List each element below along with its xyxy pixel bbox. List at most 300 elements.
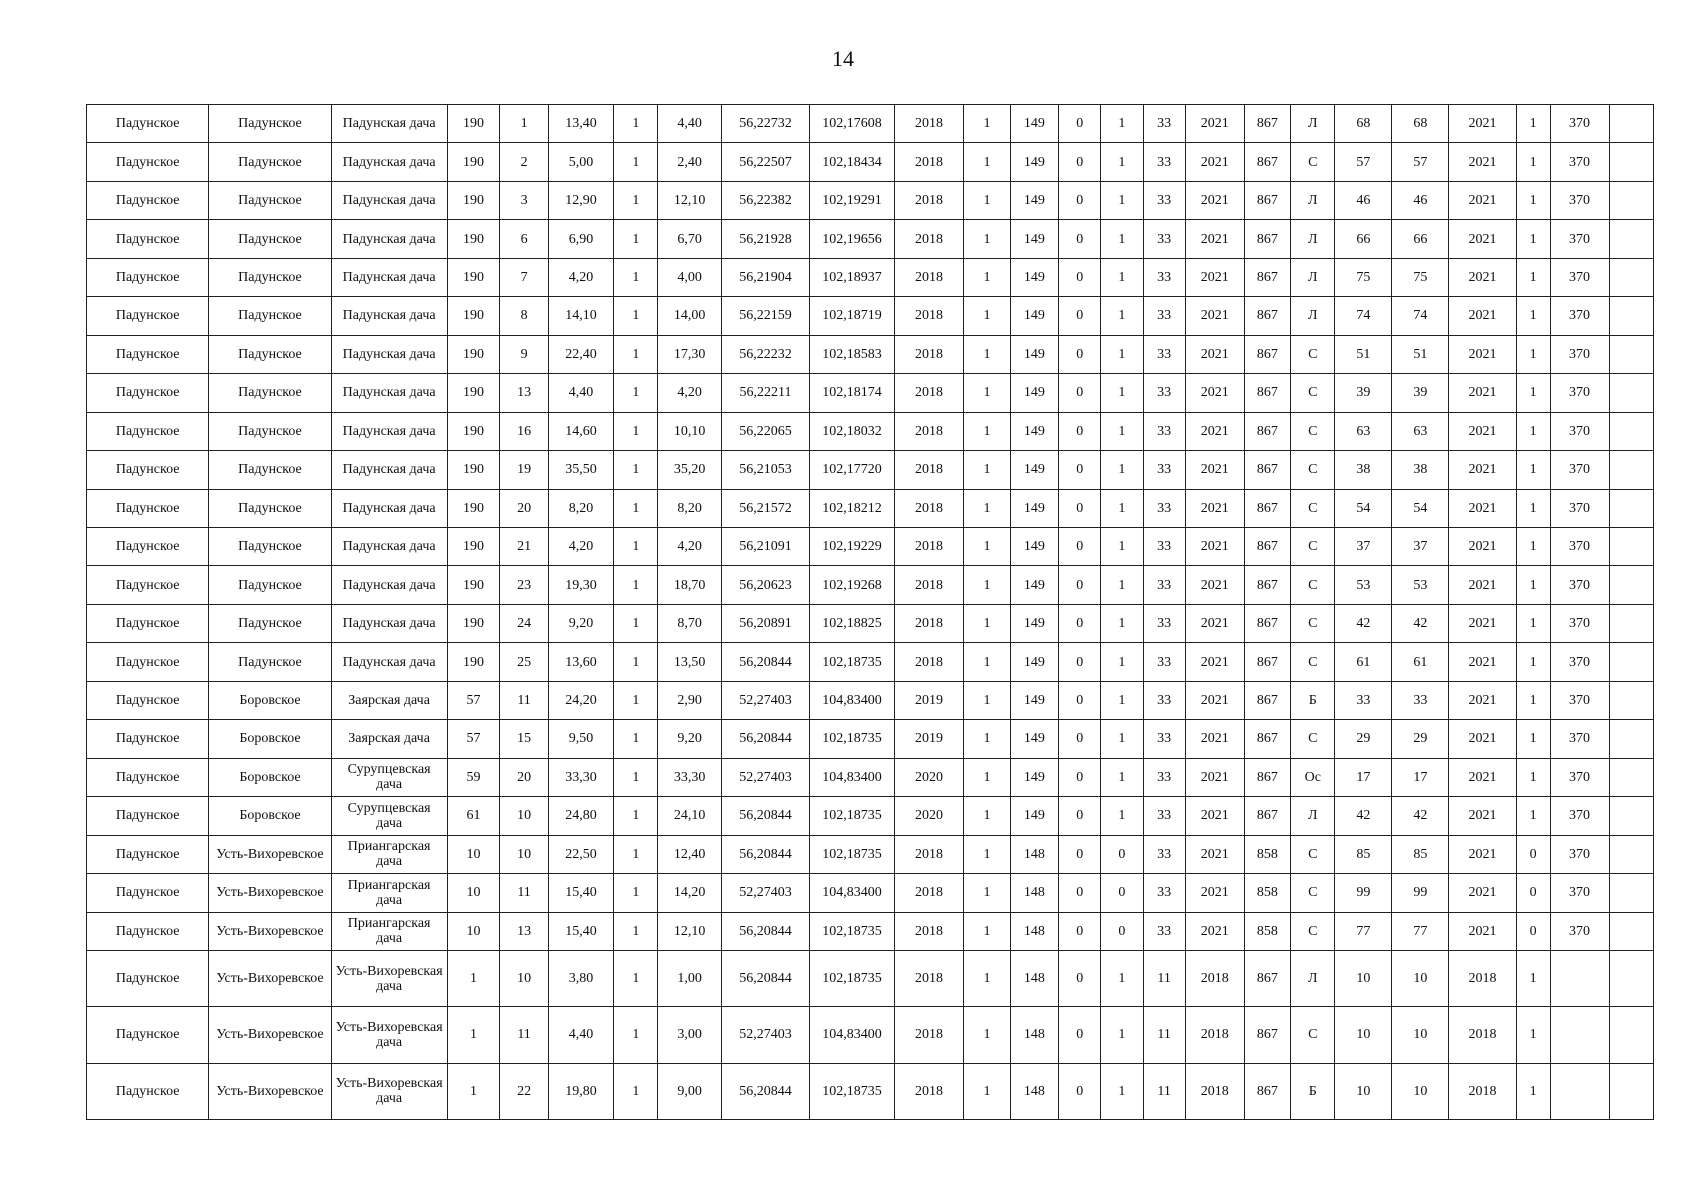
table-cell: 1	[614, 143, 658, 181]
table-cell: С	[1291, 1007, 1335, 1063]
table-cell: Усть-Вихоревская дача	[331, 1063, 447, 1119]
table-cell: 57	[447, 720, 500, 758]
table-cell: 2018	[894, 912, 964, 950]
table-cell: 56,22159	[721, 297, 810, 335]
table-cell: 8,20	[658, 489, 721, 527]
table-cell: Падунская дача	[331, 335, 447, 373]
table-cell: 14,20	[658, 874, 721, 912]
table-cell: Падунское	[87, 181, 209, 219]
table-cell: 1	[1101, 527, 1143, 565]
table-cell: 2021	[1185, 412, 1244, 450]
table-cell: 1	[1516, 643, 1550, 681]
table-cell: 102,18032	[810, 412, 894, 450]
table-cell: Л	[1291, 297, 1335, 335]
table-cell: 1	[964, 874, 1010, 912]
table-cell: 0	[1516, 874, 1550, 912]
table-cell: 3	[500, 181, 549, 219]
table-cell: 9,00	[658, 1063, 721, 1119]
table-cell: 56,20844	[721, 720, 810, 758]
table-cell: 57	[1335, 143, 1392, 181]
table-cell: 14,60	[548, 412, 613, 450]
table-cell	[1609, 643, 1653, 681]
table-cell: 2021	[1449, 912, 1516, 950]
table-cell: 29	[1392, 720, 1449, 758]
table-cell: 99	[1335, 874, 1392, 912]
table-cell: 2021	[1449, 105, 1516, 143]
table-cell: 56,22507	[721, 143, 810, 181]
table-cell: 370	[1550, 797, 1609, 835]
table-cell: 33	[1143, 527, 1185, 565]
table-cell: 1	[614, 874, 658, 912]
table-cell: 56,21904	[721, 258, 810, 296]
table-cell: 61	[1392, 643, 1449, 681]
table-cell: 10	[447, 835, 500, 873]
table-cell: 2021	[1449, 566, 1516, 604]
table-cell: 370	[1550, 566, 1609, 604]
table-cell: 63	[1392, 412, 1449, 450]
table-cell: 104,83400	[810, 681, 894, 719]
table-cell: 867	[1244, 181, 1290, 219]
table-cell: 0	[1059, 604, 1101, 642]
table-cell: 1	[614, 835, 658, 873]
table-cell: 24,10	[658, 797, 721, 835]
table-cell: Падунская дача	[331, 527, 447, 565]
table-cell: Л	[1291, 797, 1335, 835]
table-cell: 2018	[1185, 1007, 1244, 1063]
table-cell: 2021	[1449, 643, 1516, 681]
table-cell: Усть-Вихоревское	[209, 874, 331, 912]
table-cell: 2018	[1185, 950, 1244, 1006]
table-cell: 10	[1335, 1007, 1392, 1063]
table-cell: 10	[500, 950, 549, 1006]
table-cell: 4,40	[548, 1007, 613, 1063]
table-cell: 56,20844	[721, 835, 810, 873]
table-cell: 1	[964, 1007, 1010, 1063]
table-cell: 1	[1101, 758, 1143, 796]
table-cell: 190	[447, 489, 500, 527]
table-cell: Л	[1291, 258, 1335, 296]
table-cell: 53	[1335, 566, 1392, 604]
table-cell: Падунское	[209, 374, 331, 412]
table-cell: 0	[1059, 758, 1101, 796]
table-cell: Усть-Вихоревское	[209, 835, 331, 873]
table-cell: 8	[500, 297, 549, 335]
table-row	[87, 643, 1654, 681]
table-cell: 2021	[1185, 643, 1244, 681]
table-cell: 1	[1101, 258, 1143, 296]
table-cell: 0	[1059, 374, 1101, 412]
table-cell: 11	[500, 681, 549, 719]
table-row	[87, 527, 1654, 565]
table-cell: 1	[1101, 1063, 1143, 1119]
table-cell: 75	[1392, 258, 1449, 296]
table-cell: 1	[614, 335, 658, 373]
table-cell: 38	[1392, 451, 1449, 489]
table-cell: 149	[1010, 604, 1059, 642]
table-cell: 33,30	[548, 758, 613, 796]
table-cell: 10	[1392, 1007, 1449, 1063]
table-cell: 190	[447, 258, 500, 296]
table-cell	[1550, 1007, 1609, 1063]
table-cell: 370	[1550, 143, 1609, 181]
table-cell: 0	[1101, 874, 1143, 912]
table-cell: Падунское	[87, 1063, 209, 1119]
table-cell: 149	[1010, 335, 1059, 373]
table-cell: 102,18434	[810, 143, 894, 181]
table-cell: 1	[964, 1063, 1010, 1119]
table-cell: 2018	[894, 335, 964, 373]
table-cell: 370	[1550, 451, 1609, 489]
table-cell: Падунское	[87, 297, 209, 335]
table-cell: 149	[1010, 220, 1059, 258]
table-cell: 102,18735	[810, 912, 894, 950]
table-cell: 2021	[1449, 874, 1516, 912]
table-cell: 0	[1059, 643, 1101, 681]
table-cell: 1	[614, 181, 658, 219]
table-cell: 370	[1550, 220, 1609, 258]
table-cell: 33	[1143, 297, 1185, 335]
table-cell: 2021	[1449, 797, 1516, 835]
table-cell: 2021	[1185, 604, 1244, 642]
table-cell: 11	[1143, 1007, 1185, 1063]
table-cell: 8,70	[658, 604, 721, 642]
table-cell: 9,20	[658, 720, 721, 758]
table-cell: 56,21053	[721, 451, 810, 489]
table-cell: 68	[1392, 105, 1449, 143]
table-cell: 17	[1392, 758, 1449, 796]
table-cell: 0	[1059, 1007, 1101, 1063]
table-cell: Л	[1291, 220, 1335, 258]
table-cell: 2018	[894, 105, 964, 143]
table-cell: 33	[1143, 720, 1185, 758]
table-cell: Заярская дача	[331, 681, 447, 719]
table-cell: 148	[1010, 1063, 1059, 1119]
table-cell: 12,10	[658, 912, 721, 950]
table-cell: 56,21572	[721, 489, 810, 527]
table-cell: 104,83400	[810, 1007, 894, 1063]
table-cell: 9	[500, 335, 549, 373]
table-cell: 102,18735	[810, 720, 894, 758]
table-cell: Приангарская дача	[331, 874, 447, 912]
table-cell: Падунское	[87, 912, 209, 950]
table-cell	[1609, 451, 1653, 489]
table-cell: 10,10	[658, 412, 721, 450]
table-cell: Падунское	[209, 220, 331, 258]
table-cell: 20	[500, 489, 549, 527]
table-cell: 19	[500, 451, 549, 489]
table-cell: 190	[447, 374, 500, 412]
table-cell: 15,40	[548, 912, 613, 950]
table-cell: Падунское	[87, 527, 209, 565]
table-cell: 0	[1059, 874, 1101, 912]
table-cell: 16	[500, 412, 549, 450]
table-cell: 2,40	[658, 143, 721, 181]
table-cell: 2018	[894, 835, 964, 873]
table-cell: 33	[1143, 374, 1185, 412]
table-cell: 867	[1244, 643, 1290, 681]
table-cell	[1609, 143, 1653, 181]
table-cell: Падунское	[87, 720, 209, 758]
table-cell: 56,20844	[721, 797, 810, 835]
table-cell	[1609, 758, 1653, 796]
table-cell: 29	[1335, 720, 1392, 758]
table-cell: 867	[1244, 143, 1290, 181]
table-cell: Падунское	[87, 335, 209, 373]
table-cell: 33	[1143, 797, 1185, 835]
table-cell: 1	[964, 181, 1010, 219]
table-cell: 867	[1244, 258, 1290, 296]
table-cell: 1	[614, 720, 658, 758]
table-cell: 2018	[894, 374, 964, 412]
table-cell: 56,21091	[721, 527, 810, 565]
table-cell: 370	[1550, 489, 1609, 527]
table-cell: Сурупцевская дача	[331, 797, 447, 835]
table-cell: 2018	[1449, 1063, 1516, 1119]
table-cell	[1609, 181, 1653, 219]
table-row	[87, 143, 1654, 181]
table-cell: 0	[1059, 797, 1101, 835]
table-cell: Падунское	[87, 643, 209, 681]
table-cell: 2019	[894, 681, 964, 719]
table-cell: 858	[1244, 874, 1290, 912]
table-cell: 2021	[1185, 489, 1244, 527]
table-cell: 1	[614, 451, 658, 489]
table-cell: Падунское	[209, 527, 331, 565]
table-cell: 2021	[1449, 181, 1516, 219]
table-cell: 6,70	[658, 220, 721, 258]
table-cell: 2018	[894, 489, 964, 527]
table-cell: 102,18174	[810, 374, 894, 412]
table-row	[87, 451, 1654, 489]
table-cell: 1	[1101, 604, 1143, 642]
table-cell	[1609, 566, 1653, 604]
table-cell: 1	[1516, 527, 1550, 565]
table-cell: 104,83400	[810, 758, 894, 796]
table-cell: 52,27403	[721, 758, 810, 796]
table-cell	[1609, 105, 1653, 143]
table-cell: Падунское	[209, 566, 331, 604]
table-cell: 42	[1335, 797, 1392, 835]
table-cell: 1	[1516, 1063, 1550, 1119]
table-cell: 61	[447, 797, 500, 835]
table-cell: С	[1291, 335, 1335, 373]
table-cell: 10	[1392, 950, 1449, 1006]
table-cell: 2021	[1185, 912, 1244, 950]
table-cell: 23	[500, 566, 549, 604]
table-cell: 77	[1335, 912, 1392, 950]
table-cell: 1	[614, 950, 658, 1006]
table-cell: Падунская дача	[331, 297, 447, 335]
table-cell: 102,17720	[810, 451, 894, 489]
table-cell: 0	[1059, 451, 1101, 489]
table-cell: 2021	[1185, 181, 1244, 219]
table-cell: 10	[500, 797, 549, 835]
table-cell: 867	[1244, 950, 1290, 1006]
table-cell: 1	[1516, 374, 1550, 412]
table-cell: 10	[1392, 1063, 1449, 1119]
table-cell: 1	[964, 451, 1010, 489]
table-cell: С	[1291, 643, 1335, 681]
table-cell: 22,40	[548, 335, 613, 373]
table-cell: 33	[1143, 105, 1185, 143]
table-cell: 33	[1143, 412, 1185, 450]
table-cell: 190	[447, 566, 500, 604]
table-cell: 149	[1010, 258, 1059, 296]
table-cell: 4,20	[548, 258, 613, 296]
table-cell: 33	[1143, 143, 1185, 181]
table-cell: 52,27403	[721, 681, 810, 719]
table-cell: 0	[1516, 912, 1550, 950]
table-cell: 1	[1101, 181, 1143, 219]
table-cell: 190	[447, 181, 500, 219]
table-cell: 85	[1392, 835, 1449, 873]
table-cell: Падунское	[87, 1007, 209, 1063]
table-cell: 3,00	[658, 1007, 721, 1063]
table-cell: 0	[1059, 489, 1101, 527]
table-cell	[1609, 1063, 1653, 1119]
table-cell: 1	[447, 1063, 500, 1119]
table-cell: 21	[500, 527, 549, 565]
table-cell: 1	[614, 374, 658, 412]
table-cell: 0	[1101, 835, 1143, 873]
table-cell: 57	[1392, 143, 1449, 181]
table-cell: С	[1291, 143, 1335, 181]
table-cell: 2018	[894, 297, 964, 335]
table-cell: 867	[1244, 335, 1290, 373]
table-cell: 370	[1550, 758, 1609, 796]
table-cell: 1	[614, 412, 658, 450]
table-cell: 148	[1010, 912, 1059, 950]
table-cell: 11	[500, 874, 549, 912]
table-cell: 1	[614, 489, 658, 527]
table-cell: 61	[1335, 643, 1392, 681]
table-cell: 1	[614, 1007, 658, 1063]
table-cell: 66	[1392, 220, 1449, 258]
table-cell: 149	[1010, 797, 1059, 835]
forest-plot-table	[86, 104, 1654, 1120]
table-cell: 1	[614, 797, 658, 835]
table-cell: 1	[1101, 1007, 1143, 1063]
table-cell: 4,40	[658, 105, 721, 143]
table-cell: 0	[1059, 1063, 1101, 1119]
table-cell: 1	[614, 527, 658, 565]
table-cell: 1	[1101, 489, 1143, 527]
table-cell: 0	[1059, 412, 1101, 450]
table-cell: 102,18937	[810, 258, 894, 296]
table-cell	[1609, 258, 1653, 296]
table-cell: 867	[1244, 604, 1290, 642]
table-row	[87, 681, 1654, 719]
table-cell: 4,40	[548, 374, 613, 412]
table-cell: 2018	[894, 220, 964, 258]
table-cell: 17	[1335, 758, 1392, 796]
table-cell: 867	[1244, 566, 1290, 604]
table-cell: 56,20844	[721, 950, 810, 1006]
table-cell: 190	[447, 297, 500, 335]
table-cell: 1	[964, 604, 1010, 642]
table-cell: 0	[1059, 720, 1101, 758]
table-cell: Б	[1291, 1063, 1335, 1119]
table-cell: Падунское	[87, 105, 209, 143]
table-cell: 46	[1392, 181, 1449, 219]
table-cell	[1609, 874, 1653, 912]
table-cell: 2021	[1449, 220, 1516, 258]
table-cell: 52,27403	[721, 874, 810, 912]
table-cell: 33	[1143, 335, 1185, 373]
table-cell: Падунская дача	[331, 181, 447, 219]
table-cell: Падунское	[87, 874, 209, 912]
table-cell: 1	[1516, 604, 1550, 642]
table-cell: 24	[500, 604, 549, 642]
table-cell: 1	[1516, 181, 1550, 219]
table-cell: С	[1291, 489, 1335, 527]
table-cell: 867	[1244, 527, 1290, 565]
table-cell: 370	[1550, 181, 1609, 219]
table-cell: 2020	[894, 797, 964, 835]
table-cell: Падунское	[87, 258, 209, 296]
table-cell: 149	[1010, 566, 1059, 604]
table-cell: 2018	[894, 527, 964, 565]
table-cell: 1	[1516, 797, 1550, 835]
table-cell: 102,18735	[810, 643, 894, 681]
table-cell: 19,30	[548, 566, 613, 604]
table-cell: 370	[1550, 912, 1609, 950]
table-cell: 12,10	[658, 181, 721, 219]
table-cell: 1	[1516, 489, 1550, 527]
table-cell: 1,00	[658, 950, 721, 1006]
table-cell: 56,20844	[721, 643, 810, 681]
table-cell: 74	[1392, 297, 1449, 335]
table-cell: 370	[1550, 412, 1609, 450]
table-cell: 68	[1335, 105, 1392, 143]
table-cell: 2018	[894, 643, 964, 681]
table-cell: Сурупцевская дача	[331, 758, 447, 796]
table-cell: С	[1291, 412, 1335, 450]
table-cell: 1	[964, 835, 1010, 873]
table-cell: 1	[964, 912, 1010, 950]
table-cell: 1	[1101, 681, 1143, 719]
table-cell: 370	[1550, 604, 1609, 642]
table-cell: 1	[1516, 720, 1550, 758]
table-cell: Л	[1291, 950, 1335, 1006]
table-cell: 1	[1101, 797, 1143, 835]
table-cell: 20	[500, 758, 549, 796]
table-cell: С	[1291, 451, 1335, 489]
table-cell: 2021	[1185, 566, 1244, 604]
table-cell: 37	[1335, 527, 1392, 565]
table-cell: С	[1291, 835, 1335, 873]
table-cell: 190	[447, 105, 500, 143]
table-cell: 2021	[1185, 797, 1244, 835]
table-cell: 1	[964, 758, 1010, 796]
table-cell: 2018	[894, 874, 964, 912]
table-row	[87, 720, 1654, 758]
table-cell: 0	[1059, 681, 1101, 719]
table-cell: Падунское	[209, 335, 331, 373]
table-cell: 149	[1010, 412, 1059, 450]
table-cell: 190	[447, 335, 500, 373]
table-cell: 102,18735	[810, 1063, 894, 1119]
table-cell: 2021	[1449, 758, 1516, 796]
table-cell: Падунское	[209, 412, 331, 450]
table-cell: 11	[1143, 950, 1185, 1006]
table-cell: 2021	[1185, 758, 1244, 796]
table-cell: 25	[500, 643, 549, 681]
table-cell: 2,90	[658, 681, 721, 719]
table-cell: 2019	[894, 720, 964, 758]
table-cell: 11	[1143, 1063, 1185, 1119]
table-cell: 867	[1244, 1063, 1290, 1119]
